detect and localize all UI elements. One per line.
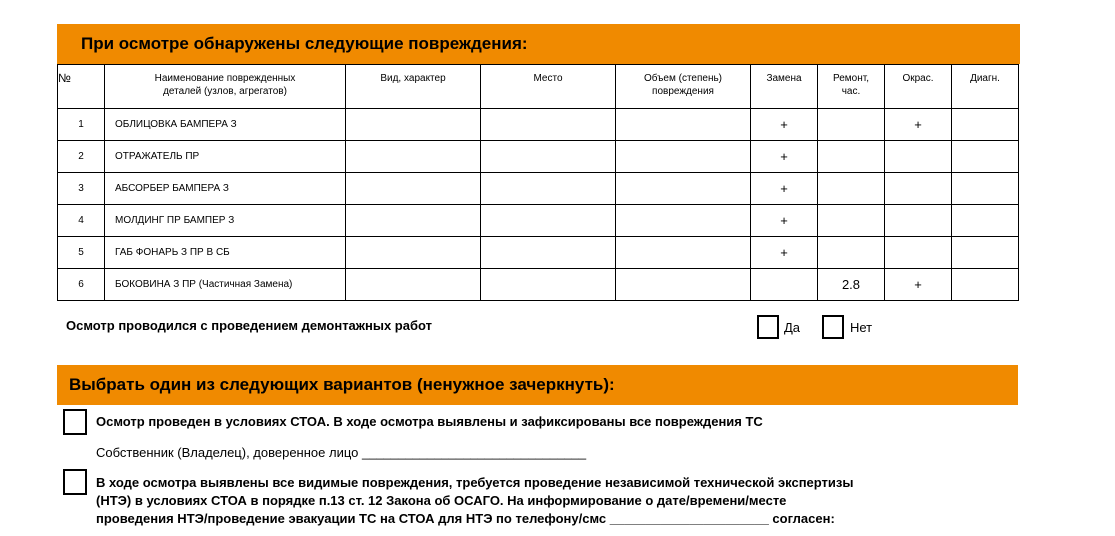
row-paint: + bbox=[885, 109, 952, 141]
row-repair bbox=[818, 141, 885, 173]
row-repair bbox=[818, 205, 885, 237]
row-no: 2 bbox=[58, 141, 105, 173]
row-type bbox=[346, 141, 481, 173]
row-replace: + bbox=[751, 173, 818, 205]
row-repair bbox=[818, 109, 885, 141]
row-volume bbox=[616, 237, 751, 269]
row-diag bbox=[952, 237, 1019, 269]
row-diag bbox=[952, 205, 1019, 237]
row-place bbox=[481, 173, 616, 205]
table-row bbox=[58, 205, 1019, 237]
option2-line1: В ходе осмотра выявлены все видимые повреждения, требуется проведение независимой технической экспертизы bbox=[96, 475, 854, 490]
dismantling-yes-label: Да bbox=[784, 320, 801, 335]
row-type bbox=[346, 109, 481, 141]
row-type bbox=[346, 205, 481, 237]
header-replace: Замена bbox=[751, 65, 818, 109]
row-place bbox=[481, 205, 616, 237]
row-diag bbox=[952, 269, 1019, 301]
row-name: ОБЛИЦОВКА БАМПЕРА З bbox=[105, 109, 346, 141]
owner-signature-line: Собственник (Владелец), доверенное лицо _______________________________ bbox=[96, 445, 587, 460]
dismantling-question: Осмотр проводился с проведением демонтажных работ bbox=[66, 318, 432, 333]
row-replace: + bbox=[751, 237, 818, 269]
option2-checkbox[interactable] bbox=[63, 469, 87, 495]
row-repair: 2.8 bbox=[818, 269, 885, 301]
row-name: АБСОРБЕР БАМПЕРА З bbox=[105, 173, 346, 205]
row-paint: + bbox=[885, 269, 952, 301]
row-volume bbox=[616, 173, 751, 205]
row-paint bbox=[885, 237, 952, 269]
row-type bbox=[346, 269, 481, 301]
row-no: 1 bbox=[58, 109, 105, 141]
row-replace: + bbox=[751, 205, 818, 237]
row-no: 3 bbox=[58, 173, 105, 205]
header-place: Место bbox=[481, 65, 616, 109]
dismantling-no-label: Нет bbox=[850, 320, 873, 335]
row-no: 5 bbox=[58, 237, 105, 269]
row-place bbox=[481, 269, 616, 301]
row-diag bbox=[952, 173, 1019, 205]
header-diag: Диагн. bbox=[952, 65, 1019, 109]
header-volume: Объем (степень) повреждения bbox=[616, 65, 751, 109]
row-volume bbox=[616, 109, 751, 141]
option2-line3: проведения НТЭ/проведение эвакуации ТС на СТОА для НТЭ по телефону/смс ______________________ согласен: bbox=[96, 511, 835, 526]
row-paint bbox=[885, 141, 952, 173]
table-row bbox=[58, 237, 1019, 269]
row-volume bbox=[616, 141, 751, 173]
row-name: ОТРАЖАТЕЛЬ ПР bbox=[105, 141, 346, 173]
row-place bbox=[481, 141, 616, 173]
damage-section-header bbox=[57, 24, 1020, 64]
row-name: МОЛДИНГ ПР БАМПЕР З bbox=[105, 205, 346, 237]
table-header-row bbox=[58, 65, 1019, 109]
option1-text: Осмотр проведен в условиях СТОА. В ходе осмотра выявлены и зафиксированы все повреждения ТС bbox=[96, 414, 763, 429]
option2-line2: (НТЭ) в условиях СТОА в порядке п.13 ст. 12 Закона об ОСАГО. На информирование о дате/времени/месте bbox=[96, 493, 787, 508]
row-repair bbox=[818, 237, 885, 269]
row-type bbox=[346, 237, 481, 269]
row-place bbox=[481, 109, 616, 141]
table-row bbox=[58, 141, 1019, 173]
row-diag bbox=[952, 141, 1019, 173]
options-section-header bbox=[57, 365, 1018, 405]
row-no: 6 bbox=[58, 269, 105, 301]
table-row bbox=[58, 109, 1019, 141]
row-diag bbox=[952, 109, 1019, 141]
row-replace bbox=[751, 269, 818, 301]
header-paint: Окрас. bbox=[885, 65, 952, 109]
row-volume bbox=[616, 269, 751, 301]
row-type bbox=[346, 173, 481, 205]
header-type: Вид, характер bbox=[346, 65, 481, 109]
row-paint bbox=[885, 205, 952, 237]
row-name: ГАБ ФОНАРЬ З ПР В СБ bbox=[105, 237, 346, 269]
options-section-title: Выбрать один из следующих вариантов (ненужное зачеркнуть): bbox=[69, 375, 615, 394]
row-replace: + bbox=[751, 141, 818, 173]
row-place bbox=[481, 237, 616, 269]
header-repair: Ремонт, час. bbox=[818, 65, 885, 109]
dismantling-yes-checkbox[interactable] bbox=[757, 315, 779, 339]
dismantling-no-checkbox[interactable] bbox=[822, 315, 844, 339]
row-no: 4 bbox=[58, 205, 105, 237]
header-name: Наименование поврежденных деталей (узлов, агрегатов) bbox=[105, 65, 346, 109]
table-row bbox=[58, 269, 1019, 301]
header-no: № bbox=[58, 65, 105, 109]
row-replace: + bbox=[751, 109, 818, 141]
damage-table bbox=[57, 64, 1019, 301]
damage-section-title: При осмотре обнаружены следующие повреждения: bbox=[81, 34, 528, 53]
table-row bbox=[58, 173, 1019, 205]
option1-checkbox[interactable] bbox=[63, 409, 87, 435]
row-paint bbox=[885, 173, 952, 205]
row-volume bbox=[616, 205, 751, 237]
row-repair bbox=[818, 173, 885, 205]
row-name: БОКОВИНА З ПР (Частичная Замена) bbox=[105, 269, 346, 301]
